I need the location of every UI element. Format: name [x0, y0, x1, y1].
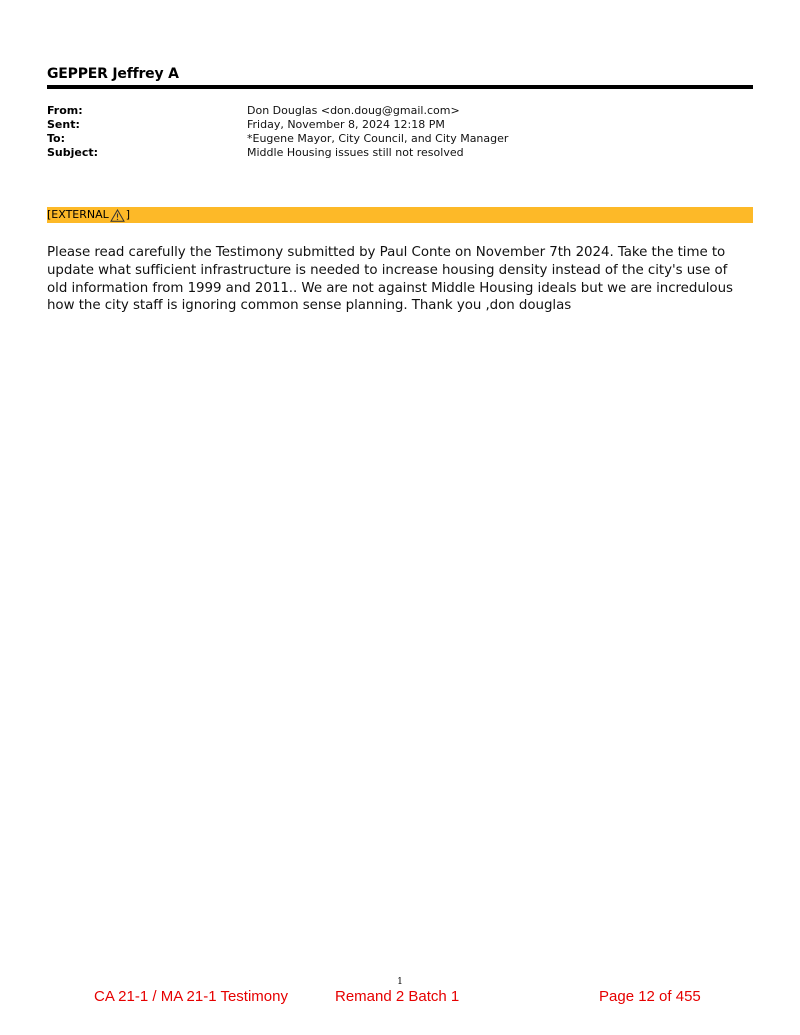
- email-body: [47, 244, 753, 315]
- header-divider: [47, 85, 753, 89]
- body-line: old information from 1999 and 2011.. We are not against Middle Housing ideals but we are incredulous: [47, 280, 733, 296]
- body-line: Please read carefully the Testimony submitted by Paul Conte on November 7th 2024. Take the time to: [47, 245, 726, 260]
- from-value: Don Douglas <don.doug@gmail.com>: [247, 104, 460, 117]
- sent-row: [47, 118, 753, 132]
- to-value: *Eugene Mayor, City Council, and City Manager: [247, 132, 509, 145]
- warning-triangle-icon: [110, 209, 125, 222]
- body-line: update what sufficient infrastructure is needed to increase housing density instead of the city's use of: [47, 262, 728, 278]
- footer-case-id: CA 21-1 / MA 21-1 Testimony: [94, 988, 288, 1005]
- external-sender-banner: [47, 207, 753, 223]
- from-row: [47, 104, 753, 118]
- body-line: how the city staff is ignoring common sense planning. Thank you ,don douglas: [47, 298, 572, 314]
- sent-value: Friday, November 8, 2024 12:18 PM: [247, 118, 445, 131]
- external-tag-close: ]: [125, 208, 131, 221]
- subject-value: Middle Housing issues still not resolved: [247, 146, 464, 159]
- document-owner-name: GEPPER Jeffrey A: [47, 66, 179, 82]
- page-number: 1: [397, 977, 403, 987]
- to-row: [47, 132, 753, 146]
- email-header-block: [47, 104, 753, 160]
- subject-row: [47, 146, 753, 160]
- external-tag-open: [EXTERNAL: [47, 208, 109, 221]
- footer-page-count: Page 12 of 455: [599, 988, 701, 1005]
- from-label: From:: [47, 104, 83, 117]
- sent-label: Sent:: [47, 118, 80, 131]
- subject-label: Subject:: [47, 146, 99, 159]
- footer-batch: Remand 2 Batch 1: [335, 988, 460, 1005]
- to-label: To:: [47, 132, 65, 145]
